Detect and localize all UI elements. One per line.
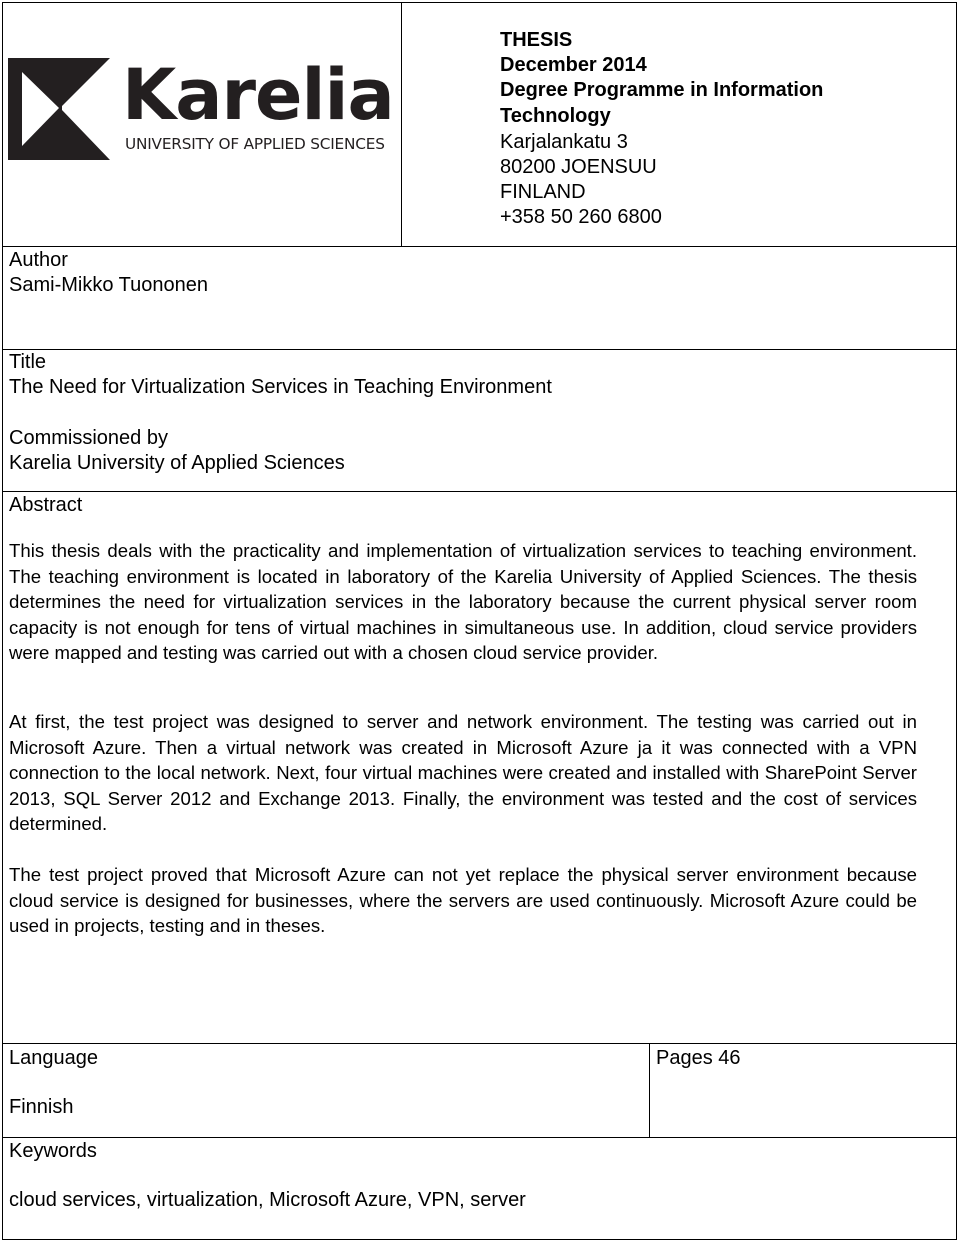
address-street: Karjalankatu 3 (500, 131, 628, 153)
title-label: Title (9, 351, 47, 373)
abstract-label: Abstract (9, 494, 83, 516)
language-cell (2, 1043, 650, 1138)
abstract-paragraph: At first, the test project was designed to server and network environment. The testing was carried out in Microsoft Azure. Then a virtual network was created in Microsoft Azure ja it was connected with a VPN connection to the local network. Next, four virtual machines were created and installed with SharePoint Server 2013, SQL Server 2012 and Exchange 2013. Finally, the environment was tested and the cost of services determined. (9, 711, 917, 834)
thesis-title: The Need for Virtualization Services in Teaching Environment (9, 376, 552, 398)
logo-subtitle: UNIVERSITY OF APPLIED SCIENCES (125, 135, 385, 153)
keywords-label: Keywords (9, 1140, 97, 1162)
abstract-paragraph: This thesis deals with the practicality and implementation of virtualization services to teaching environment. The teaching environment is located in laboratory of the Karelia University of Applied Sciences. The thesis determines the need for virtualization services in the laboratory because the current physical server room capacity is not enough for tens of virtual machines in simultaneous use. In addition, cloud service providers were mapped and testing was carried out with a chosen cloud service provider. (9, 540, 917, 663)
author-label: Author (9, 249, 68, 271)
commission-divider (2, 491, 957, 492)
commissioned-value: Karelia University of Applied Sciences (9, 452, 345, 474)
address-city: 80200 JOENSUU (500, 156, 657, 178)
language-value: Finnish (9, 1096, 74, 1118)
keywords-value: cloud services, virtualization, Microsoft Azure, VPN, server (9, 1189, 526, 1211)
address-country: FINLAND (500, 181, 586, 203)
karelia-logo (8, 54, 398, 158)
karelia-k-emblem-icon (8, 58, 120, 160)
logo-wordmark: Karelia (122, 54, 394, 136)
address-phone: +358 50 260 6800 (500, 206, 662, 228)
doc-date: December 2014 (500, 54, 647, 76)
author-name: Sami-Mikko Tuononen (9, 274, 208, 296)
language-label: Language (9, 1047, 98, 1069)
commissioned-label: Commissioned by (9, 427, 168, 449)
doc-type: THESIS (500, 29, 573, 51)
degree-programme: Degree Programme in Information Technology (500, 79, 824, 127)
pages-count: Pages 46 (656, 1047, 741, 1069)
abstract-paragraph: The test project proved that Microsoft Azure can not yet replace the physical server environment because cloud service is designed for businesses, where the servers are used continuously. Microsoft Azure could be used in projects, testing and in theses. (9, 864, 917, 936)
